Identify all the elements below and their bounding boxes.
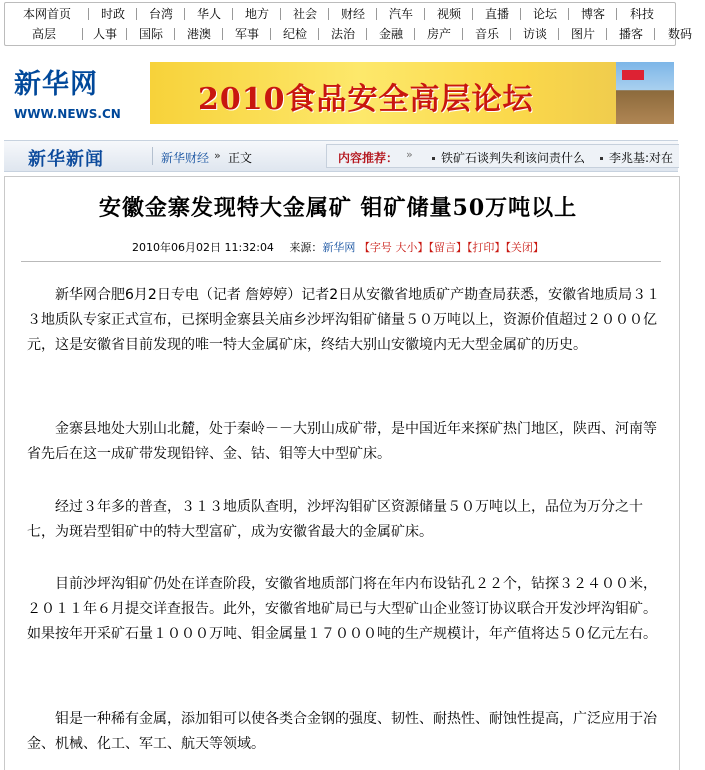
nav-link-hk-macau[interactable]: 港澳 [175, 24, 223, 44]
breadcrumb-bar [4, 140, 678, 172]
nav-link-real-estate[interactable]: 房产 [415, 24, 463, 44]
nav-link-music[interactable]: 音乐 [463, 24, 511, 44]
bullet-icon [432, 157, 435, 160]
nav-link-international[interactable]: 国际 [127, 24, 175, 44]
article-meta [5, 239, 671, 255]
nav-link-digital[interactable]: 数码 [667, 27, 692, 41]
recommend-link-1[interactable] [432, 149, 585, 166]
nav-link-blog[interactable]: 博客 [569, 4, 617, 24]
top-navigation [4, 2, 692, 46]
nav-link-local[interactable]: 地方 [233, 4, 281, 24]
nav-link-military[interactable]: 军事 [223, 24, 271, 44]
article-frame [4, 176, 680, 770]
forum-banner[interactable] [150, 62, 674, 124]
print-link[interactable]: 【打印】 [466, 241, 506, 254]
nav-link-photos[interactable]: 图片 [559, 24, 607, 44]
title-divider [21, 261, 661, 262]
nav-link-auto[interactable]: 汽车 [377, 4, 425, 24]
bullet-icon [600, 157, 603, 160]
nav-link-banking[interactable]: 金融 [367, 24, 415, 44]
nav-link-overseas-chinese[interactable]: 华人 [185, 4, 233, 24]
nav-link-tech[interactable]: 科技 [629, 7, 654, 21]
nav-link-leadership[interactable]: 高层 [5, 24, 83, 44]
font-size-toggle[interactable]: 【字号 大小】 [358, 241, 429, 254]
recommend-arrow-icon: » [406, 148, 413, 161]
nav-link-taiwan[interactable]: 台湾 [137, 4, 185, 24]
article-paragraph: 钼是一种稀有金属，添加钼可以使各类合金钢的强度、韧性、耐热性、耐蚀性提高，广泛应用于冶金、机械、化工、军工、航天等领域。 [27, 711, 657, 752]
recommend-link-1-text: 铁矿石谈判失利该问责什么 [441, 151, 586, 165]
banner-flag-image [622, 70, 644, 80]
nav-link-forum[interactable]: 论坛 [521, 4, 569, 24]
source-link[interactable]: 新华网 [322, 241, 356, 254]
article-paragraph: 金寨县地处大别山北麓，处于秦岭－－大别山成矿带，是中国近年来探矿热门地区，陕西、河南等省先后在这一成矿带发现铅锌、金、钴、钼等大中型矿床。 [27, 421, 657, 462]
nav-link-law[interactable]: 法治 [319, 24, 367, 44]
nav-link-live[interactable]: 直播 [473, 4, 521, 24]
nav-link-interview[interactable]: 访谈 [511, 24, 559, 44]
nav-row-1 [5, 4, 667, 24]
comment-link[interactable]: 【留言】 [428, 241, 467, 254]
article-title: 安徽金寨发现特大金属矿 钼矿储量50万吨以上 [98, 195, 578, 221]
article-paragraph: 新华网合肥6月2日专电（记者 詹婷婷）记者2日从安徽省地质矿产勘查局获悉，安徽省地质局３１３地质队专家正式宣布，已探明金寨县关庙乡沙坪沟钼矿储量５０万吨以上，资源价值超过２０００亿元，这是安徽省目前发现的唯一特大金属矿床，终结大别山安徽境内无大型金属矿的历史。 [27, 287, 661, 353]
section-brand: 新华新闻 [28, 149, 104, 170]
banner-text: 2010食品安全高层论坛 [198, 82, 534, 117]
recommend-label: 内容推荐： [338, 151, 399, 165]
nav-link-home[interactable]: 本网首页 [5, 4, 89, 24]
nav-link-personnel[interactable]: 人事 [83, 24, 127, 44]
breadcrumb-arrow-icon: » [214, 149, 221, 162]
nav-row-2 [5, 24, 705, 44]
nav-link-society[interactable]: 社会 [281, 4, 329, 24]
site-header [4, 54, 674, 134]
nav-link-finance[interactable]: 财经 [329, 4, 377, 24]
article-paragraph: 经过３年多的普查，３１３地质队查明，沙坪沟钼矿区资源储量５０万吨以上，品位为万分之十七，为斑岩型钼矿中的特大型富矿，成为安徽省最大的金属矿床。 [27, 499, 643, 540]
source-label: 来源： [289, 241, 323, 254]
recommend-link-2-text: 李兆基:对在 [609, 151, 674, 165]
site-logo[interactable] [14, 62, 144, 124]
logo-text-en: WWW.NEWS.CN [14, 107, 121, 121]
breadcrumb-link-finance[interactable]: 新华财经 [161, 151, 210, 165]
nav-link-politics[interactable]: 时政 [89, 4, 137, 24]
article-paragraph: 目前沙坪沟钼矿仍处在详查阶段，安徽省地质部门将在年内布设钻孔２２个，钻探３２４００米，２０１１年６月提交详查报告。此外，安徽省地矿局已与大型矿山企业签订协议联合开发沙坪沟钼矿。如果按年开采矿石量１０００万吨、钼金属量１７０００吨的生产规模计，年产值将达５０亿元左右。 [27, 576, 657, 642]
nav-link-discipline[interactable]: 纪检 [271, 24, 319, 44]
close-link[interactable]: 【关闭】 [505, 241, 544, 254]
article-datetime: 2010年06月02日 11:32:04 [132, 241, 274, 254]
breadcrumb-current: 正文 [228, 151, 253, 165]
nav-link-podcast[interactable]: 播客 [607, 24, 655, 44]
breadcrumb-divider [152, 147, 153, 165]
nav-link-video[interactable]: 视频 [425, 4, 473, 24]
recommend-link-2[interactable] [600, 149, 673, 166]
logo-text-cn: 新华网 [14, 69, 98, 100]
